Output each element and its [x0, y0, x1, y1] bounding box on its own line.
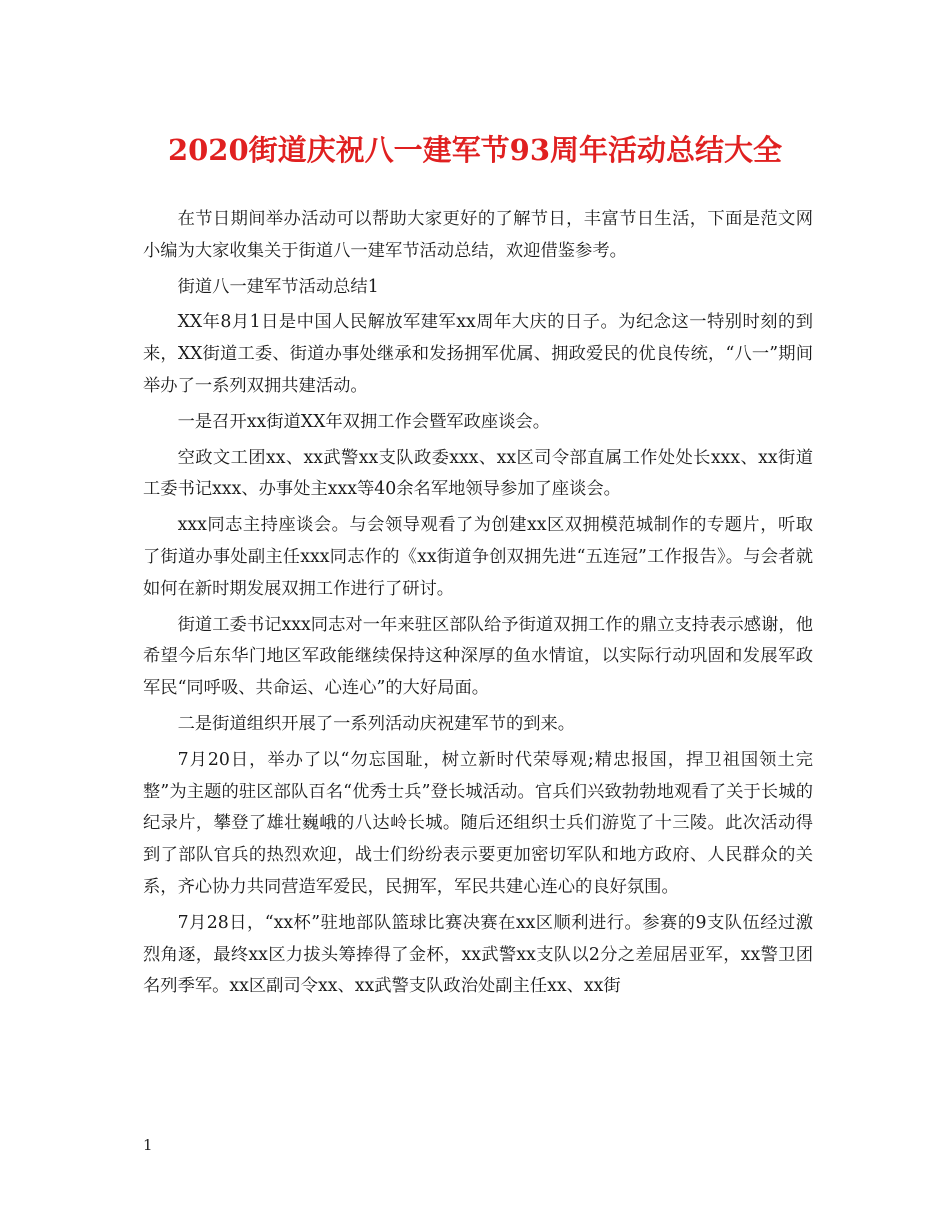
- paragraph: 二是街道组织开展了一系列活动庆祝建军节的到来。: [177, 713, 576, 734]
- paragraph: 7月28日，“xx杯”驻地部队篮球比赛决赛在xx区顺利进行。参赛的9支队伍经过激烈角逐，最终xx区力拔头筹捧得了金杯，xx武警xx支队以2分之差屈居亚军，xx警卫团名列季军。xx区副司令xx、xx武警支队政治处副主任xx、xx街: [143, 912, 813, 997]
- paragraph: xxx同志主持座谈会。与会领导观看了为创建xx区双拥模范城制作的专题片，听取了街道办事处副主任xxx同志作的《xx街道争创双拥先进“五连冠”工作报告》。与会者就如何在新时期发展双拥工作进行了研讨。: [143, 515, 813, 599]
- document-title: 2020街道庆祝八一建军节93周年活动总结大全: [167, 133, 783, 167]
- section-heading: 街道八一建军节活动总结1: [177, 276, 379, 297]
- paragraph: 街道工委书记xxx同志对一年来驻区部队给予街道双拥工作的鼎立支持表示感谢，他希望今后东华门地区军政能继续保持这种深厚的鱼水情谊，以实际行动巩固和发展军政军民“同呼吸、共命运、心连心”的大好局面。: [143, 614, 813, 699]
- document-body: [143, 204, 813, 1007]
- paragraph: XX年8月1日是中国人民解放军建军xx周年大庆的日子。为纪念这一特别时刻的到来，XX街道工委、街道办事处继承和发扬拥军优属、拥政爱民的优良传统，“八一”期间举办了一系列双拥共建活动。: [143, 312, 813, 396]
- paragraph: 一是召开xx街道XX年双拥工作会暨军政座谈会。: [177, 411, 551, 432]
- page-number: 1: [143, 1136, 153, 1154]
- paragraph: 空政文工团xx、xx武警xx支队政委xxx、xx区司令部直属工作处处长xxx、xx街道工委书记xxx、办事处主xxx等40余名军地领导参加了座谈会。: [143, 447, 813, 500]
- paragraph-intro: 在节日期间举办活动可以帮助大家更好的了解节日，丰富节日生活，下面是范文网小编为大家收集关于街道八一建军节活动总结，欢迎借鉴参考。: [143, 209, 813, 261]
- paragraph: 7月20日，举办了以“勿忘国耻，树立新时代荣辱观;精忠报国，捍卫祖国领土完整”为主题的驻区部队百名“优秀士兵”登长城活动。官兵们兴致勃勃地观看了关于长城的纪录片，攀登了雄壮巍峨的八达岭长城。随后还组织士兵们游览了十三陵。此次活动得到了部队官兵的热烈欢迎，战士们纷纷表示要更加密切军队和地方政府、人民群众的关系，齐心协力共同营造军爱民，民拥军，军民共建心连心的良好氛围。: [143, 749, 813, 897]
